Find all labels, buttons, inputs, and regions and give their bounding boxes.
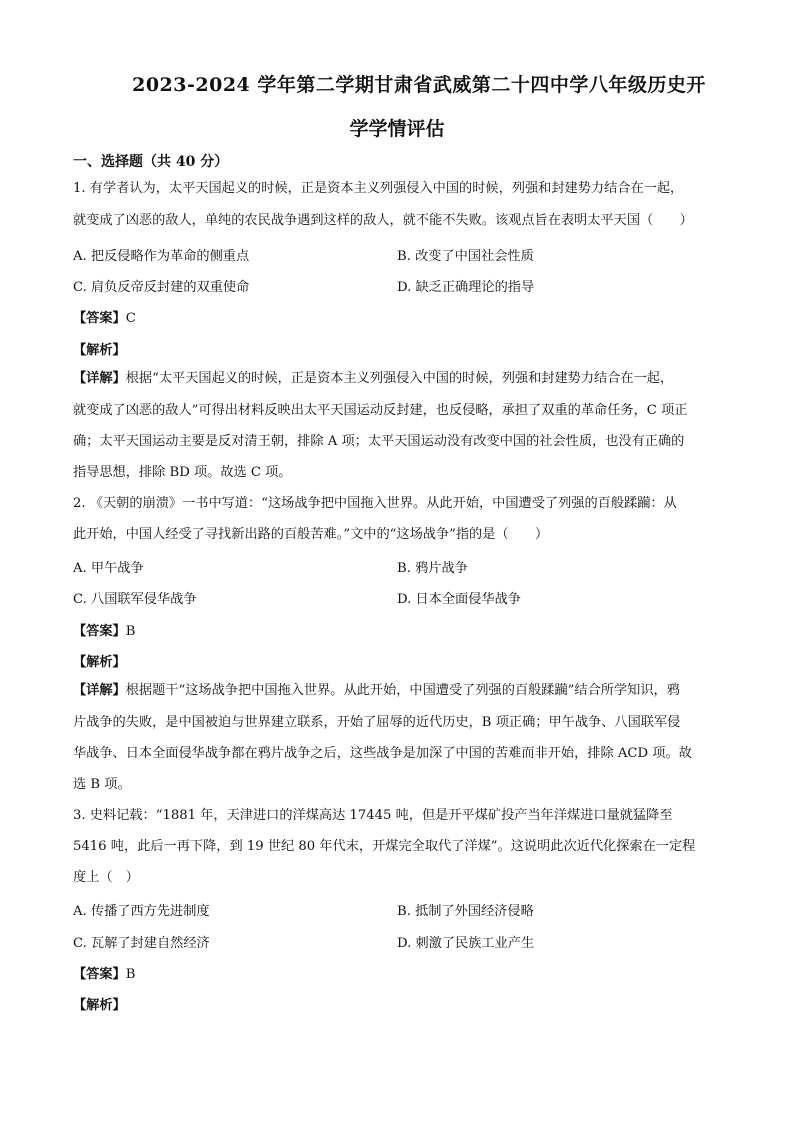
question-2-analysis-label: 【解析】 [73,655,126,670]
question-3-option-b: B. 抵制了外国经济侵略 [397,904,534,919]
question-2-answer: 【答案】B [73,624,136,639]
section-heading: 一、选择题（共 40 分） [73,154,229,170]
question-2-stem-line1: 2. 《天朝的崩溃》一书中写道：“这场战争把中国拖入世界。从此开始，中国遭受了列强的百般蹂躏：从 [73,496,677,511]
question-3-option-c: C. 瓦解了封建自然经济 [73,936,210,951]
question-3-option-d: D. 刺激了民族工业产生 [397,936,535,951]
page-title-line2: 学学情评估 [349,118,445,140]
question-1-detail-line4: 指导思想，排除 BD 项。故选 C 项。 [73,465,292,480]
question-1-stem-line2: 就变成了凶恶的敌人，单纯的农民战争遇到这样的敌人，就不能不失败。该观点旨在表明太平天国（ ） [73,213,693,228]
question-3-stem-line2: 5416 吨，此后一再下降，到 19 世纪 80 年代末，开煤完全取代了洋煤”。这说明此次近代化探索在一定程 [73,839,696,854]
question-1-analysis-label: 【解析】 [73,343,126,358]
question-2-option-d: D. 日本全面侵华战争 [397,592,521,607]
question-3-option-a: A. 传播了西方先进制度 [73,904,210,919]
page-title-line1: 2023-2024 学年第二学期甘肃省武威第二十四中学八年级历史开 [132,74,706,96]
question-1-option-d: D. 缺乏正确理论的指导 [397,280,535,295]
question-1-stem-line1: 1. 有学者认为，太平天国起义的时候，正是资本主义列强侵入中国的时候，列强和封建势力结合在一起， [73,181,684,196]
question-1-detail-line1: 【详解】根据“太平天国起义的时候，正是资本主义列强侵入中国的时候，列强和封建势力结合在一起， [73,371,674,386]
question-3-stem-line1: 3. 史料记载：“1881 年，天津进口的洋煤高达 17445 吨，但是开平煤矿投产当年洋煤进口量就猛降至 [73,808,673,823]
question-1-answer: 【答案】C [73,311,136,326]
question-1-detail-line2: 就变成了凶恶的敌人”可得出材料反映出太平天国运动反封建，也反侵略，承担了双重的革命任务，C 项正 [73,403,688,418]
question-2-option-a: A. 甲午战争 [73,561,144,576]
question-2-detail-line4: 选 B 项。 [73,777,131,792]
question-1-option-a: A. 把反侵略作为革命的侧重点 [73,249,250,264]
question-1-detail-line3: 确；太平天国运动主要是反对清王朝，排除 A 项；太平天国运动没有改变中国的社会性质，也没有正确的 [73,434,685,449]
question-2-detail-line1: 【详解】根据题干“这场战争把中国拖入世界。从此开始，中国遭受了列强的百般蹂躏”结合所学知识，鸦 [73,683,680,698]
question-2-detail-line2: 片战争的失败，是中国被迫与世界建立联系，开始了屈辱的近代历史，B 项正确；甲午战争、八国联军侵 [73,715,681,730]
question-3-stem-line3: 度上（ ） [73,870,139,885]
question-2-detail-line3: 华战争、日本全面侵华战争都在鸦片战争之后，这些战争是加深了中国的苦难而非开始，排除 ACD 项。故 [73,746,692,761]
question-2-stem-line2: 此开始，中国人经受了寻找新出路的百般苦难。”文中的“这场战争”指的是（ ） [73,527,549,542]
question-2-option-c: C. 八国联军侵华战争 [73,592,197,607]
question-3-answer: 【答案】B [73,967,136,982]
question-3-analysis-label: 【解析】 [73,998,126,1013]
question-1-option-b: B. 改变了中国社会性质 [397,249,534,264]
question-1-option-c: C. 肩负反帝反封建的双重使命 [73,280,250,295]
question-2-option-b: B. 鸦片战争 [397,561,468,576]
